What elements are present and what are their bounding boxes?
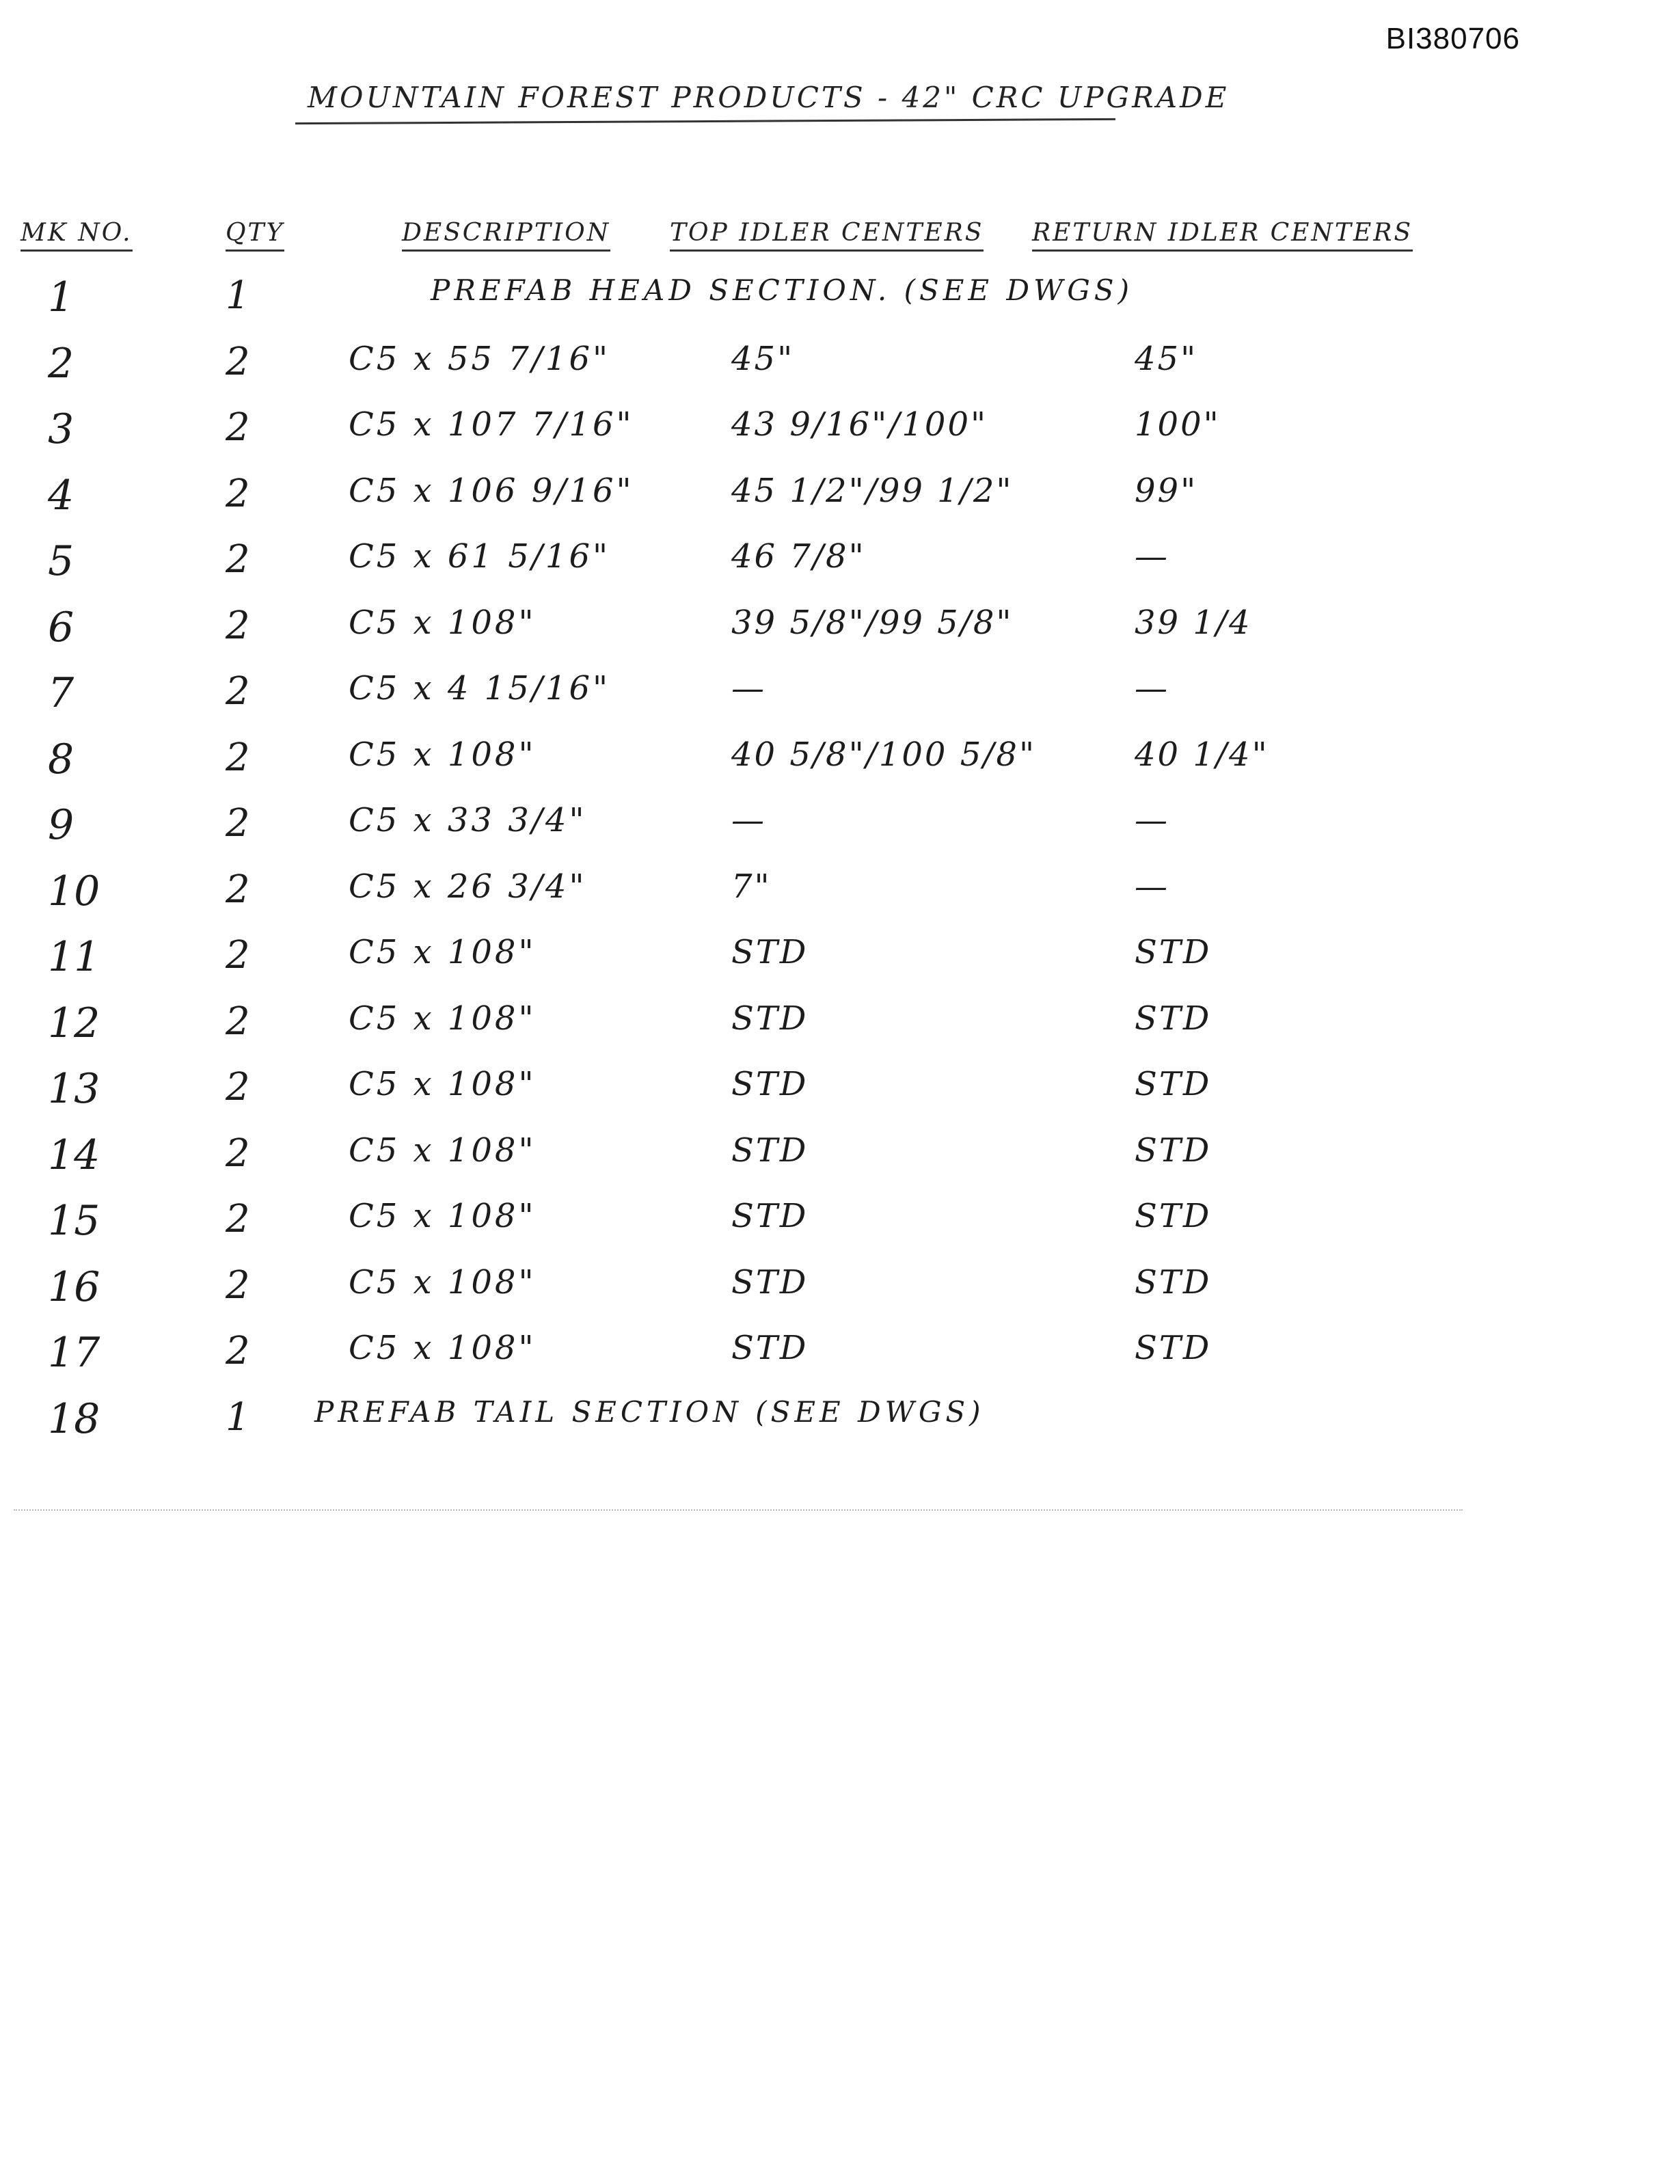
description: C5 x 108"	[349, 1329, 537, 1367]
quantity: 2	[226, 339, 250, 384]
return-idler-centers: STD	[1135, 1329, 1212, 1367]
top-idler-centers: STD	[731, 933, 809, 971]
mark-number: 17	[48, 1329, 100, 1377]
mark-number: 3	[48, 405, 74, 453]
description: C5 x 55 7/16"	[349, 339, 611, 378]
table-row	[0, 999, 1680, 1061]
quantity: 1	[226, 1394, 250, 1440]
description: C5 x 108"	[349, 603, 537, 642]
bottom-divider	[14, 1509, 1463, 1511]
quantity: 2	[226, 537, 250, 582]
quantity: 2	[226, 603, 250, 648]
return-idler-centers: 100"	[1135, 405, 1221, 444]
return-idler-centers: STD	[1135, 1065, 1212, 1103]
top-idler-centers: STD	[731, 1263, 809, 1302]
table-row	[0, 273, 1680, 335]
return-idler-centers: STD	[1135, 999, 1212, 1038]
quantity: 2	[226, 1197, 250, 1241]
mark-number: 14	[48, 1131, 100, 1179]
top-idler-centers: 39 5/8"/99 5/8"	[731, 603, 1014, 642]
quantity: 2	[226, 1065, 250, 1109]
table-row	[0, 537, 1680, 599]
table-row	[0, 405, 1680, 467]
description: C5 x 106 9/16"	[349, 471, 634, 510]
description: C5 x 26 3/4"	[349, 867, 587, 906]
description: PREFAB HEAD SECTION. (SEE DWGS)	[431, 273, 1133, 307]
mark-number: 7	[48, 669, 74, 717]
top-idler-centers: STD	[731, 1065, 809, 1103]
mark-number: 16	[48, 1263, 100, 1311]
mark-number: 11	[48, 933, 100, 981]
document-title: MOUNTAIN FOREST PRODUCTS - 42" CRC UPGRADE	[308, 81, 1230, 114]
description: C5 x 108"	[349, 933, 537, 971]
quantity: 2	[226, 405, 250, 450]
column-header-qty: QTY	[226, 219, 284, 252]
description: C5 x 108"	[349, 999, 537, 1038]
mark-number: 12	[48, 999, 100, 1047]
description: C5 x 108"	[349, 1065, 537, 1103]
return-idler-centers: —	[1135, 867, 1169, 906]
description: C5 x 108"	[349, 1263, 537, 1302]
column-header-mk-no: MK NO.	[21, 219, 133, 252]
top-idler-centers: 45"	[731, 339, 795, 378]
top-idler-centers: 45 1/2"/99 1/2"	[731, 471, 1014, 510]
return-idler-centers: 39 1/4	[1135, 603, 1252, 642]
top-idler-centers: —	[731, 669, 766, 707]
quantity: 2	[226, 1329, 250, 1373]
mark-number: 9	[48, 801, 74, 849]
description: C5 x 61 5/16"	[349, 537, 611, 576]
table-row	[0, 1065, 1680, 1127]
top-idler-centers: 46 7/8"	[731, 537, 866, 576]
quantity: 2	[226, 1263, 250, 1308]
mark-number: 13	[48, 1065, 100, 1113]
table-row	[0, 669, 1680, 731]
table-row	[0, 604, 1680, 665]
column-header-return-idler-centers: RETURN IDLER CENTERS	[1032, 219, 1413, 252]
quantity: 2	[226, 1131, 250, 1176]
top-idler-centers: —	[731, 801, 766, 839]
table-row	[0, 1197, 1680, 1258]
quantity: 2	[226, 471, 250, 516]
mark-number: 10	[48, 867, 100, 915]
return-idler-centers: STD	[1135, 933, 1212, 971]
table-row	[0, 801, 1680, 863]
top-idler-centers: STD	[731, 1197, 809, 1235]
description: C5 x 107 7/16"	[349, 405, 634, 444]
table-row	[0, 340, 1680, 401]
return-idler-centers: STD	[1135, 1131, 1212, 1170]
mark-number: 18	[48, 1394, 100, 1443]
column-header-top-idler-centers: TOP IDLER CENTERS	[670, 219, 984, 252]
column-header-description: DESCRIPTION	[402, 219, 610, 252]
mark-number: 4	[48, 471, 74, 520]
description: PREFAB TAIL SECTION (SEE DWGS)	[314, 1394, 985, 1429]
description: C5 x 33 3/4"	[349, 801, 587, 839]
description: C5 x 4 15/16"	[349, 669, 611, 707]
top-idler-centers: STD	[731, 999, 809, 1038]
return-idler-centers: 40 1/4"	[1135, 735, 1269, 774]
return-idler-centers: STD	[1135, 1197, 1212, 1235]
quantity: 2	[226, 933, 250, 978]
return-idler-centers: —	[1135, 669, 1169, 707]
return-idler-centers: STD	[1135, 1263, 1212, 1302]
quantity: 2	[226, 801, 250, 846]
mark-number: 1	[48, 273, 74, 321]
top-idler-centers: 40 5/8"/100 5/8"	[731, 735, 1037, 774]
quantity: 2	[226, 867, 250, 912]
table-row	[0, 1329, 1680, 1390]
mark-number: 8	[48, 735, 74, 783]
mark-number: 6	[48, 603, 74, 651]
top-idler-centers: 7"	[731, 867, 772, 906]
table-row	[0, 472, 1680, 533]
return-idler-centers: 99"	[1135, 471, 1198, 510]
quantity: 2	[226, 735, 250, 780]
top-idler-centers: 43 9/16"/100"	[731, 405, 988, 444]
mark-number: 15	[48, 1197, 100, 1245]
top-idler-centers: STD	[731, 1131, 809, 1170]
table-row	[0, 933, 1680, 995]
top-idler-centers: STD	[731, 1329, 809, 1367]
description: C5 x 108"	[349, 735, 537, 774]
table-row	[0, 1395, 1680, 1457]
quantity: 1	[226, 273, 250, 318]
description: C5 x 108"	[349, 1131, 537, 1170]
table-row	[0, 736, 1680, 797]
table-row	[0, 1131, 1680, 1193]
description: C5 x 108"	[349, 1197, 537, 1235]
quantity: 2	[226, 999, 250, 1044]
quantity: 2	[226, 669, 250, 714]
return-idler-centers: —	[1135, 801, 1169, 839]
table-row	[0, 1263, 1680, 1325]
return-idler-centers: 45"	[1135, 339, 1198, 378]
mark-number: 2	[48, 339, 74, 388]
table-row	[0, 867, 1680, 929]
mark-number: 5	[48, 537, 74, 585]
document-id: BI380706	[1385, 22, 1520, 55]
return-idler-centers: —	[1135, 537, 1169, 576]
